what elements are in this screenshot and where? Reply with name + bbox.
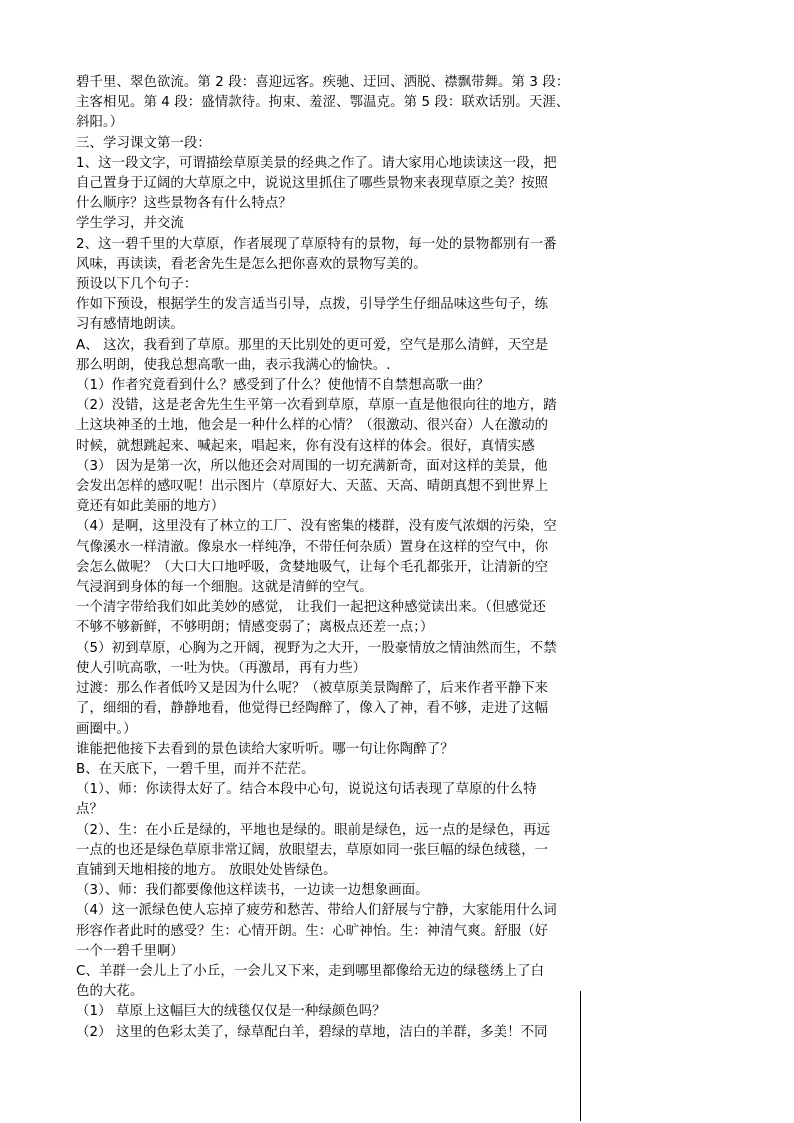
text-line: 斜阳。）: [76, 115, 124, 131]
text-line: 谁能把他接下去看到的景色读给大家听听。哪一句让你陶醉了？: [76, 741, 454, 757]
text-line: 色的大花。: [76, 984, 144, 1000]
text-line: 上这块神圣的土地，他会是一种什么样的心情？（很激动、很兴奋）人在激动的: [76, 418, 549, 434]
text-line: 碧千里、翠色欲流。第 2 段：喜迎远客。疾驰、迂回、洒脱、襟飘带舞。第 3 段：: [76, 75, 570, 90]
text-line: （2）没错，这是老舍先生生平第一次看到草原，草原一直是他很向往的地方，踏: [76, 398, 557, 414]
text-line: 直铺到天地相接的地方。 放眼处处皆绿色。: [76, 862, 337, 878]
text-line: （1） 草原上这幅巨大的绒毯仅仅是一种绿颜色吗？: [76, 1004, 386, 1020]
text-line: 会发出怎样的感叹呢！出示图片（草原好大、天蓝、天高、晴朗真想不到世界上: [76, 479, 549, 495]
text-line: 形容作者此时的感受？生：心情开朗。生：心旷神怡。生：神清气爽。舒服（好: [76, 923, 549, 939]
section-heading: 三、学习课文第一段：: [76, 135, 211, 151]
text-line: （1）、师：你读得太好了。结合本段中心句，说说这句话表现了草原的什么特: [76, 782, 537, 798]
text-line: 过渡：那么作者低吟又是因为什么呢？（被草原美景陶醉了，后来作者平静下来: [76, 681, 549, 697]
text-line: B、在天底下，一碧千里，而并不茫茫。: [76, 761, 315, 777]
text-line: 一个一碧千里啊）: [76, 943, 184, 959]
text-line: 一个清字带给我们如此美妙的感觉， 让我们一起把这种感觉读出来。（但感觉还: [76, 600, 546, 616]
text-line: （4）是啊，这里没有了林立的工厂、没有密集的楼群，没有废气浓烟的污染，空: [76, 519, 557, 535]
text-line: 学生学习，并交流: [76, 216, 184, 232]
text-line: 了，细细的看，静静地看，他觉得已经陶醉了，像入了神，看不够，走进了这幅: [76, 701, 549, 717]
text-line: 气浸润到身体的每一个细胞。这就是清鲜的空气。: [76, 580, 373, 596]
document-body: [76, 73, 581, 1043]
text-line: 2、这一碧千里的大草原，作者展现了草原特有的景物，每一处的景物都别有一番: [76, 236, 557, 252]
text-line: 一点的也还是绿色草原非常辽阔，放眼望去，草原如同一张巨幅的绿色绒毯，一: [76, 842, 549, 858]
text-line: C、羊群一会儿上了小丘，一会儿又下来，走到哪里都像给无边的绿毯绣上了白: [76, 963, 545, 979]
text-line: 习有感情地朗读。: [76, 317, 184, 333]
text-line: 气像溪水一样清澈。像泉水一样纯净，不带任何杂质）置身在这样的空气中，你: [76, 539, 549, 555]
text-line: 时候，就想跳起来、喊起来，唱起来，你有没有这样的体会。很好，真情实感: [76, 438, 535, 454]
text-line: 竟还有如此美丽的地方）: [76, 499, 225, 515]
text-line: （2）、生：在小丘是绿的，平地也是绿的。眼前是绿色，远一点的是绿色，再远: [76, 822, 551, 838]
text-line: （2） 这里的色彩太美了，绿草配白羊，碧绿的草地，洁白的羊群，多美！不同: [76, 1024, 548, 1040]
text-line: （5）初到草原，心胸为之开阔，视野为之大开，一股豪情放之情油然而生，不禁: [76, 640, 557, 656]
text-line: 不够不够新鲜，不够明朗；情感变弱了；离极点还差一点；）: [76, 620, 434, 636]
text-line: 风味，再读读，看老舍先生是怎么把你喜欢的景物写美的。: [76, 256, 427, 272]
text-line: 预设以下几个句子：: [76, 277, 198, 293]
vertical-rule: [580, 991, 581, 1121]
text-line: 主客相见。第 4 段：盛情款待。拘束、羞涩、鄂温克。第 5 段：联欢话别。天涯、: [76, 95, 570, 111]
text-line: 1、这一段文字，可谓描绘草原美景的经典之作了。请大家用心地读读这一段，把: [76, 155, 557, 171]
text-line: 作如下预设，根据学生的发言适当引导，点拨，引导学生仔细品味这些句子，练: [76, 297, 549, 313]
text-line: 点？: [76, 802, 103, 818]
text-line: 那么明朗，使我总想高歌一曲，表示我满心的愉快。.: [76, 357, 391, 373]
text-line: 自己置身于辽阔的大草原之中，说说这里抓住了哪些景物来表现草原之美？按照: [76, 176, 549, 192]
text-line: （1）作者究竟看到什么？感受到了什么？使他情不自禁想高歌一曲？: [76, 378, 490, 394]
text-line: 使人引吭高歌，一吐为快。（再激昂，再有力些）: [76, 660, 367, 676]
text-line: （3）、师：我们都要像他这样读书，一边读一边想象画面。: [76, 883, 429, 899]
text-line: （3） 因为是第一次，所以他还会对周围的一切充满新奇，面对这样的美景，他: [76, 458, 548, 474]
text-line: 画圈中。）: [76, 721, 137, 737]
text-line: A、 这次，我看到了草原。那里的天比别处的更可爱，空气是那么清鲜，天空是: [76, 337, 549, 353]
text-line: （4）这一派绿色使人忘掉了疲劳和愁苦、带给人们舒展与宁静，大家能用什么词: [76, 903, 557, 919]
text-line: 什么顺序？这些景物各有什么特点？: [76, 196, 292, 212]
text-line: 会怎么做呢？（大口大口地呼吸，贪婪地吸气，让每个毛孔都张开，让清新的空: [76, 559, 549, 575]
